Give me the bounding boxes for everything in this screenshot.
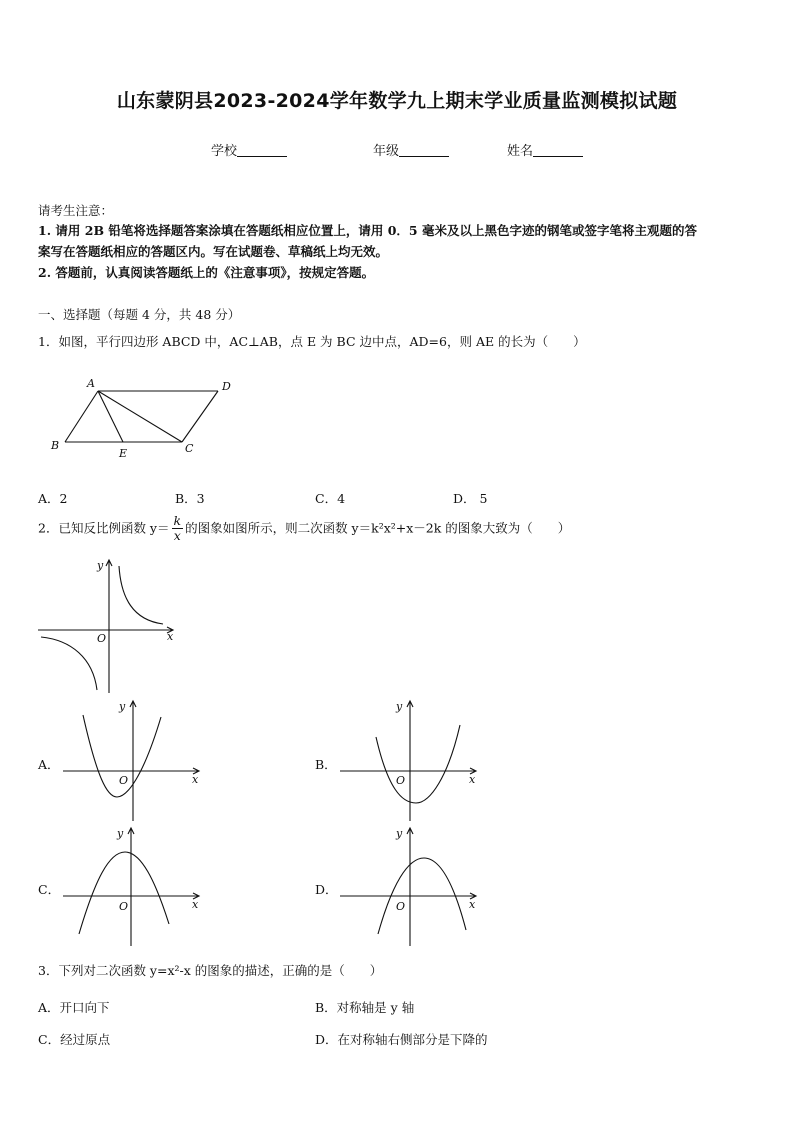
q2-option-b-graph — [338, 697, 480, 825]
q2-option-d-graph — [338, 824, 480, 950]
vertex-label-c: C — [185, 442, 194, 455]
graph-d-y-label: y — [396, 827, 403, 840]
question-2-text — [38, 514, 570, 543]
vertex-label-d: D — [222, 380, 231, 393]
parallelogram-figure — [48, 372, 248, 464]
question-1-text: 1．如图，平行四边形 ABCD 中，AC⊥AB，点 E 为 BC 边中点，AD=6，则 AE 的长为（ ） — [38, 334, 586, 349]
q2-option-b-label: B． — [315, 757, 337, 772]
vertex-label-b: B — [51, 439, 60, 452]
graph-d-x-label: x — [469, 898, 476, 911]
q2-option-a-label: A． — [38, 757, 60, 772]
school-label: 学校 — [211, 144, 238, 159]
q1-option-a: A．2 — [38, 491, 68, 506]
graph-a-y-label: y — [119, 700, 126, 713]
q2-frac-denominator: x — [173, 528, 181, 543]
graph-b-origin-label: O — [396, 774, 406, 787]
q3-option-c: C．经过原点 — [38, 1032, 111, 1047]
q3-option-d: D．在对称轴右侧部分是下降的 — [315, 1032, 488, 1047]
graph-a-origin-label: O — [119, 774, 129, 787]
question-3-text: 3．下列对二次函数 y=x²-x 的图象的描述，正确的是（ ） — [38, 963, 383, 978]
q1-option-c: C．4 — [315, 491, 346, 506]
notice-heading: 请考生注意： — [38, 203, 114, 218]
hyperbola-x-label: x — [167, 630, 174, 643]
section-heading: 一、选择题（每题 4 分，共 48 分） — [38, 307, 241, 322]
q2-option-d-label: D． — [315, 882, 338, 897]
name-field — [507, 140, 583, 159]
grade-blank — [399, 144, 449, 157]
q2-suffix: 的图象如图所示，则二次函数 y＝k²x²+x－2k 的图象大致为（ ） — [185, 520, 571, 536]
name-label: 姓名 — [507, 144, 534, 159]
hyperbola-figure — [37, 558, 179, 694]
hyperbola-origin-label: O — [97, 632, 107, 645]
q2-option-a-graph — [61, 697, 203, 825]
q2-option-c-label: C． — [38, 882, 61, 897]
graph-b-y-label: y — [396, 700, 403, 713]
notice-line-1: 1. 请用 2B 铅笔将选择题答案涂填在答题纸相应位置上，请用 0．5 毫米及以上黑色字迹的钢笔或签字笔将主观题的答 — [38, 223, 697, 238]
school-blank — [237, 144, 287, 157]
graph-c-x-label: x — [192, 898, 199, 911]
grade-label: 年级 — [373, 144, 400, 159]
q2-option-c-graph — [61, 824, 203, 950]
hyperbola-y-label: y — [97, 559, 104, 572]
vertex-label-a: A — [87, 377, 95, 390]
graph-a-x-label: x — [192, 773, 199, 786]
notice-line-3: 2. 答题前，认真阅读答题纸上的《注意事项》，按规定答题。 — [38, 265, 375, 280]
q1-option-d: D． 5 — [453, 491, 488, 506]
graph-c-origin-label: O — [119, 900, 129, 913]
name-blank — [533, 144, 583, 157]
graph-d-origin-label: O — [396, 900, 406, 913]
q1-option-b: B．3 — [175, 491, 205, 506]
vertex-label-e: E — [119, 447, 128, 460]
q2-fraction — [172, 514, 184, 543]
graph-c-y-label: y — [117, 827, 124, 840]
q2-prefix: 2．已知反比例函数 y＝ — [38, 520, 170, 536]
school-field — [211, 140, 287, 159]
q3-option-a: A．开口向下 — [38, 1000, 110, 1015]
q2-frac-numerator: k — [173, 513, 182, 528]
grade-field — [373, 140, 449, 159]
q3-option-b: B．对称轴是 y 轴 — [315, 1000, 415, 1015]
page-title: 山东蒙阴县2023-2024学年数学九上期末学业质量监测模拟试题 — [116, 90, 678, 112]
graph-b-x-label: x — [469, 773, 476, 786]
notice-line-2: 案写在答题纸相应的答题区内。写在试题卷、草稿纸上均无效。 — [38, 244, 389, 259]
